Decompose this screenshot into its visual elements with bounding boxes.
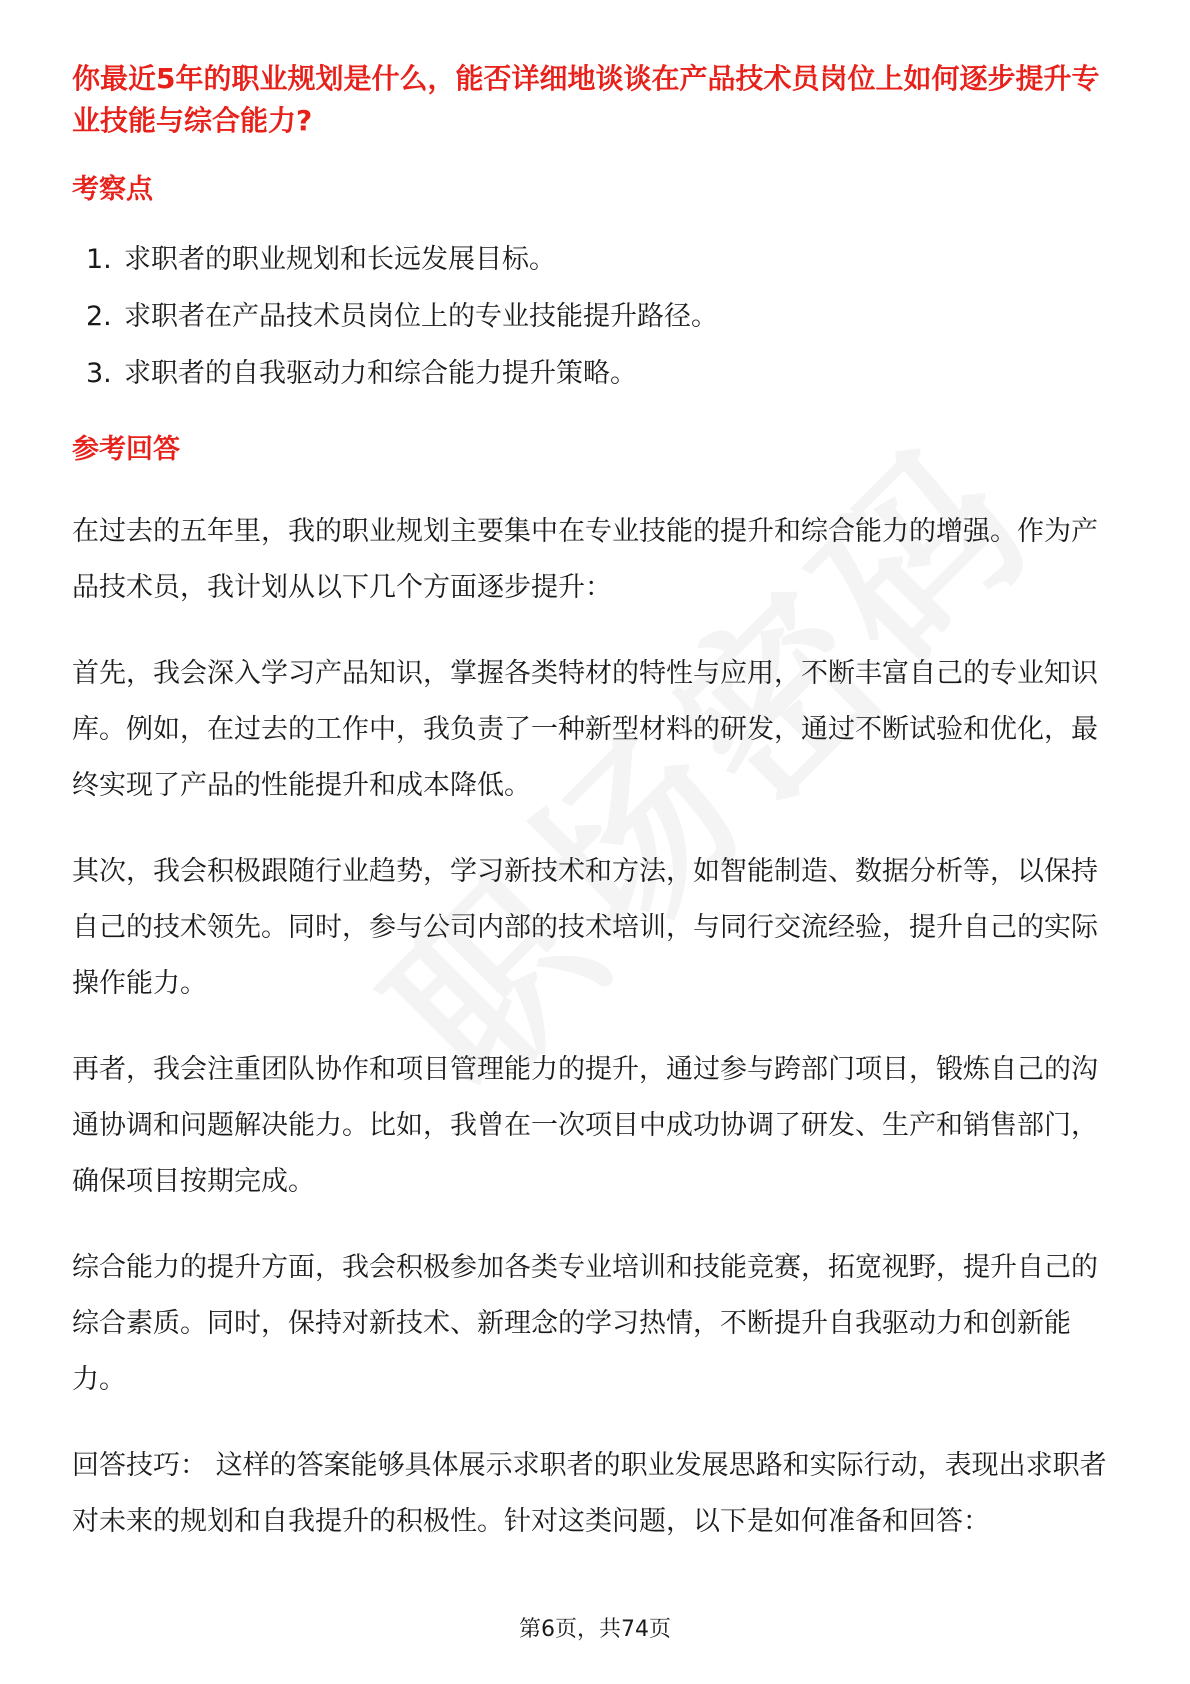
answer-paragraph: 在过去的五年里，我的职业规划主要集中在专业技能的提升和综合能力的增强。作为产品技术员，我计划从以下几个方面逐步提升： [72,516,1098,603]
page-number: 第6页，共74页 [519,1617,671,1642]
list-item [86,354,1122,394]
answer-section-title: 参考回答 [72,434,180,465]
points-list [72,240,1122,394]
answer-tips-paragraph: 回答技巧： 这样的答案能够具体展示求职者的职业发展思路和实际行动，表现出求职者对未来的规划和自我提升的积极性。针对这类问题，以下是如何准备和回答： [72,1450,1107,1537]
list-item-number: 3. [86,358,112,389]
question-heading: 你最近5年的职业规划是什么，能否详细地谈谈在产品技术员岗位上如何逐步提升专业技能与综合能力? [72,62,1100,137]
answer-paragraph: 再者，我会注重团队协作和项目管理能力的提升，通过参与跨部门项目，锻炼自己的沟通协调和问题解决能力。比如，我曾在一次项目中成功协调了研发、生产和销售部门，确保项目按期完成。 [72,1054,1098,1197]
answer-paragraph: 综合能力的提升方面，我会积极参加各类专业培训和技能竞赛，拓宽视野，提升自己的综合素质。同时，保持对新技术、新理念的学习热情，不断提升自我驱动力和创新能力。 [72,1252,1098,1395]
list-item [86,297,1122,337]
list-item-text: 求职者的自我驱动力和综合能力提升策略。 [124,358,637,389]
answer-paragraph: 其次，我会积极跟随行业趋势，学习新技术和方法，如智能制造、数据分析等，以保持自己的技术领先。同时，参与公司内部的技术培训，与同行交流经验，提升自己的实际操作能力。 [72,856,1098,999]
list-item-text: 求职者在产品技术员岗位上的专业技能提升路径。 [124,301,718,332]
list-item-number: 2. [86,301,112,332]
content-area [72,58,1122,1550]
list-item [86,240,1122,280]
answer-paragraph: 首先，我会深入学习产品知识，掌握各类特材的特性与应用，不断丰富自己的专业知识库。例如，在过去的工作中，我负责了一种新型材料的研发，通过不断试验和优化，最终实现了产品的性能提升和成本降低。 [72,658,1098,801]
points-section-title: 考察点 [72,174,153,205]
list-item-number: 1. [86,244,112,275]
list-item-text: 求职者的职业规划和长远发展目标。 [124,244,556,275]
